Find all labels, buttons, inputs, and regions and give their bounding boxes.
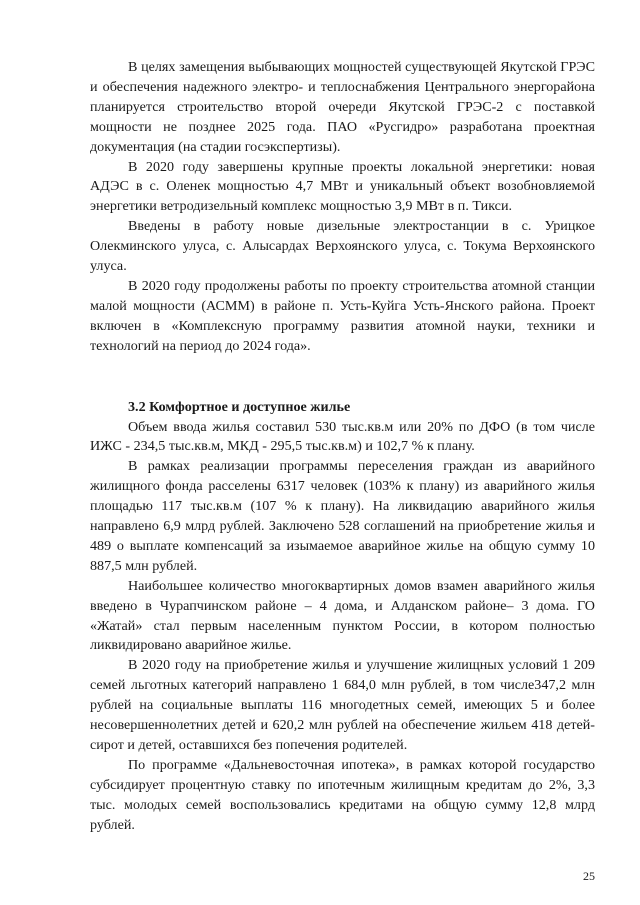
paragraph-housing-volume: Объем ввода жилья составил 530 тыс.кв.м или 20% по ДФО (в том числе ИЖС - 234,5 тыс.кв.м, МКД - 295,5 тыс.кв.м) и 102,7 % к плану. — [90, 418, 595, 455]
paragraph-apartment-buildings: Наибольшее количество многоквартирных домов взамен аварийного жилья введено в Чурапчинском районе – 4 дома, и Алданском районе– 3 дома. ГО «Жатай» стал первым населенным пунктом России, в котором полностью ликвидировано аварийное жилье. — [90, 577, 595, 654]
document-page — [90, 58, 595, 836]
paragraph-far-east-mortgage: По программе «Дальневосточная ипотека», в рамках которой государство субсидирует процентную ставку по ипотечным жилищным кредитам до 2%, 3,3 тыс. молодых семей воспользовались кредитами на общую сумму 12,8 млрд рублей. — [90, 756, 595, 833]
paragraph-preferential-families: В 2020 году на приобретение жилья и улучшение жилищных условий 1 209 семей льготных категорий направлено 1 684,0 млн рублей, в том числе347,2 млн рублей на социальные выплаты 116 многодетных семей, имеющих 5 и более несовершеннолетних детей и 620,2 млн рублей на обеспечение жильем 418 детей-сирот и детей, оставшихся без попечения родителей. — [90, 657, 595, 753]
paragraph-diesel-stations: Введены в работу новые дизельные электростанции в с. Урицкое Олекминского улуса, с. Алысардах Верхоянского улуса, с. Токума Верхоянского улуса. — [90, 218, 595, 275]
paragraph-nuclear-station: В 2020 году продолжены работы по проекту строительства атомной станции малой мощности (АСММ) в районе п. Усть-Куйга Усть-Янского района. Проект включен в «Комплексную программу развития атомной науки, техники и технологий на период до 2024 года». — [90, 277, 595, 354]
paragraph-resettlement: В рамках реализации программы переселения граждан из аварийного жилищного фонда расселены 6317 человек (103% к плану) из аварийного жилья площадью 117 тыс.кв.м (107 % к плану). На ликвидацию аварийного жилья направлено 6,9 млрд рублей. Заключено 528 соглашений на приобретение жилья и 489 о выплате компенсаций за изымаемое аварийное жилье на общую сумму 10 887,5 млн рублей. — [90, 458, 595, 574]
page-number: 25 — [583, 869, 595, 883]
section-heading: 3.2 Комфортное и доступное жилье — [128, 398, 351, 415]
paragraph-local-energy: В 2020 году завершены крупные проекты локальной энергетики: новая АДЭС в с. Оленек мощностью 4,7 МВт и уникальный объект возобновляемой энергетики ветродизельный комплекс мощностью 3,9 МВт в п. Тикси. — [90, 158, 595, 215]
paragraph-gres-2: В целях замещения выбывающих мощностей существующей Якутской ГРЭС и обеспечения надежного электро- и теплоснабжения Центрального энергорайона планируется строительство второй очереди Якутской ГРЭС-2 с поставкой мощности не позднее 2025 года. ПАО «Русгидро» разработана проектная документация (на стадии госэкспертизы). — [90, 59, 595, 155]
